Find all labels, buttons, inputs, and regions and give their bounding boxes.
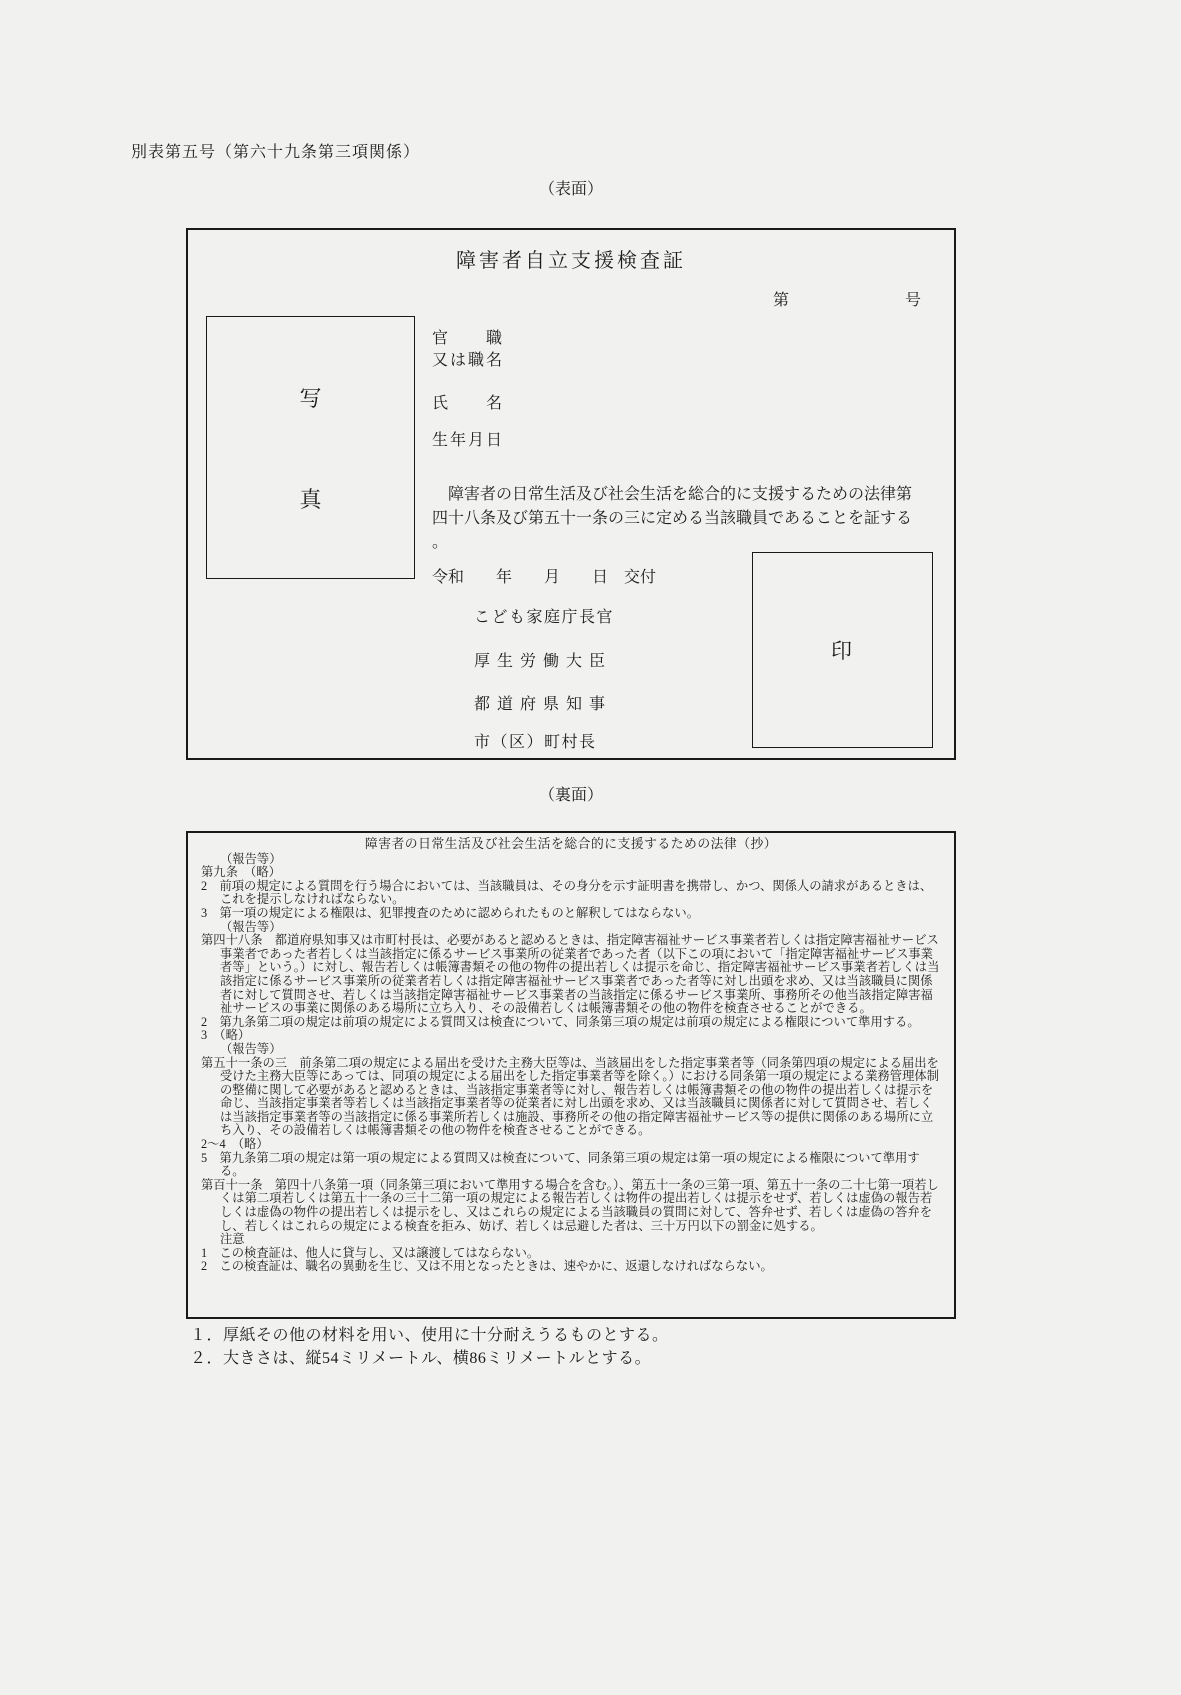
material-note: １．厚紙その他の材料を用い、使用に十分耐えうるものとする。: [190, 1327, 669, 1344]
field-name: 氏 名: [432, 395, 505, 412]
issue-date-line: 令和 年 月 日 交付: [432, 569, 657, 586]
law-text-paragraph: 2 前項の規定による質問を行う場合においては、当該職員は、その身分を示す証明書を携帯し、かつ、関係人の請求があるときは、これを提示しなければならない。: [201, 878, 933, 907]
law-text-paragraph: 第百十一条 第四十八条第一項（同条第三項において準用する場合を含む。）、第五十一条の三第一項、第五十一条の二十七第一項若しくは第二項若しくは第五十一条の三十二第一項の規定による報告若しくは物件の提出若しくは提示をせず、若しくは虚偽の報告若しくは虚偽の物件の提出若しくは提示をし、又はこれらの規定による当該職員の質問に対して、答弁せず、若しくは虚偽の答弁をし、若しくはこれらの規定による検査を拒み、妨げ、若しくは忌避した者は、三十万円以下の罰金に処する。: [201, 1177, 939, 1233]
photo-char-top: 写: [299, 385, 322, 411]
law-text-paragraph: 1 この検査証は、他人に貸与し、又は譲渡してはならない。: [201, 1245, 540, 1260]
issuer-children-families-agency: こども家庭庁長官: [474, 609, 615, 626]
photo-placeholder-box: [206, 316, 415, 579]
law-text-paragraph: 注意: [220, 1232, 245, 1247]
field-birthdate: 生年月日: [432, 432, 505, 449]
certification-statement: 障害者の日常生活及び社会生活を総合的に支援するための法律第四十八条及び第五十一条の三に定める当該職員であることを証する。: [432, 486, 913, 551]
law-title: 障害者の日常生活及び社会生活を総合的に支援するための法律（抄）: [364, 837, 778, 851]
photo-char-bottom: 真: [299, 486, 322, 512]
law-text-paragraph: 第九条 （略）: [201, 865, 281, 880]
law-text-paragraph: 第五十一条の三 前条第二項の規定による届出を受けた主務大臣等は、当該届出をした指定事業者等（同条第四項の規定による届出を受けた主務大臣等にあっては、同項の規定による届出をした指定事業者等を除く。）における同条第一項の規定による業務管理体制の整備に関して必要があると認めるときは、当該指定事業者等に対し、報告若しくは帳簿書類その他の物件の提出若しくは提示を命じ、当該指定事業者等若しくは当該指定事業者等の従業者に対し出頭を求め、又は当該職員に関係者に対して質問させ、若しくは当該指定事業者等の当該指定に係る事業所若しくは施設、事務所その他の指定障害福祉サービス等の提供に関係のある場所に立ち入り、その設備若しくは帳簿書類その他の物件を検査させることができる。: [201, 1055, 939, 1138]
number-prefix: 第: [773, 292, 790, 309]
seal-char: 印: [831, 639, 854, 663]
seal-box: [752, 552, 933, 748]
certificate-back-card: [186, 831, 956, 1319]
back-side-label: （裏面）: [538, 787, 603, 804]
law-text-paragraph: （報告等）: [220, 851, 282, 866]
law-text-body: [201, 853, 941, 1274]
law-text-paragraph: （報告等）: [220, 1041, 282, 1056]
issuer-health-labour-minister: 厚 生 労 働 大 臣: [474, 653, 607, 670]
law-text-paragraph: （報告等）: [220, 919, 282, 934]
certificate-number-row: [773, 287, 921, 310]
law-text-paragraph: 3 （略）: [201, 1028, 251, 1043]
law-text-paragraph: 2～4 （略）: [201, 1137, 269, 1152]
issuer-municipal-mayor: 市（区）町村長: [474, 734, 597, 751]
appendix-label: 別表第五号（第六十九条第三項関係）: [131, 144, 421, 161]
front-side-label: （表面）: [538, 181, 603, 198]
field-official-position-line2: 又は職名: [432, 352, 505, 369]
certificate-front-card: [186, 228, 956, 760]
law-text-paragraph: 第四十八条 都道府県知事又は市町村長は、必要があると認めるときは、指定障害福祉サービス事業者若しくは指定障害福祉サービス事業者であった者若しくは当該指定に係るサービス事業所の従業者であった者（以下この項において「指定障害福祉サービス事業者等」という。）に対し、報告若しくは帳簿書類その他の物件の提出若しくは提示を命じ、指定障害福祉サービス事業者若しくは当該指定に係るサービス事業所の従業者若しくは指定障害福祉サービス事業者であった者等に対し出頭を求め、又は当該職員に関係者に対して質問させ、若しくは当該指定障害福祉サービス事業者の当該指定に係るサービス事業所、事務所その他当該指定障害福祉サービスの事業に関係のある場所に立ち入り、その設備若しくは帳簿書類その他の物件を検査させることができる。: [201, 933, 940, 1016]
law-text-paragraph: 2 第九条第二項の規定は前項の規定による質問又は検査について、同条第三項の規定は前項の規定による権限について準用する。: [201, 1014, 920, 1029]
size-note: ２．大きさは、縦54ミリメートル、横86ミリメートルとする。: [190, 1350, 652, 1367]
field-official-position-line1: 官 職: [432, 330, 505, 347]
number-suffix: 号: [904, 292, 921, 309]
law-text-paragraph: 5 第九条第二項の規定は第一項の規定による質問又は検査について、同条第三項の規定は第一項の規定による権限について準用する。: [201, 1150, 920, 1179]
law-text-paragraph: 3 第一項の規定による権限は、犯罪捜査のために認められたものと解釈してはならない。: [201, 905, 700, 920]
law-text-paragraph: 2 この検査証は、職名の異動を生じ、又は不用となったときは、速やかに、返還しなければならない。: [201, 1259, 773, 1274]
certificate-title: 障害者自立支援検査証: [456, 250, 686, 272]
issuer-prefectural-governor: 都 道 府 県 知 事: [474, 696, 607, 713]
